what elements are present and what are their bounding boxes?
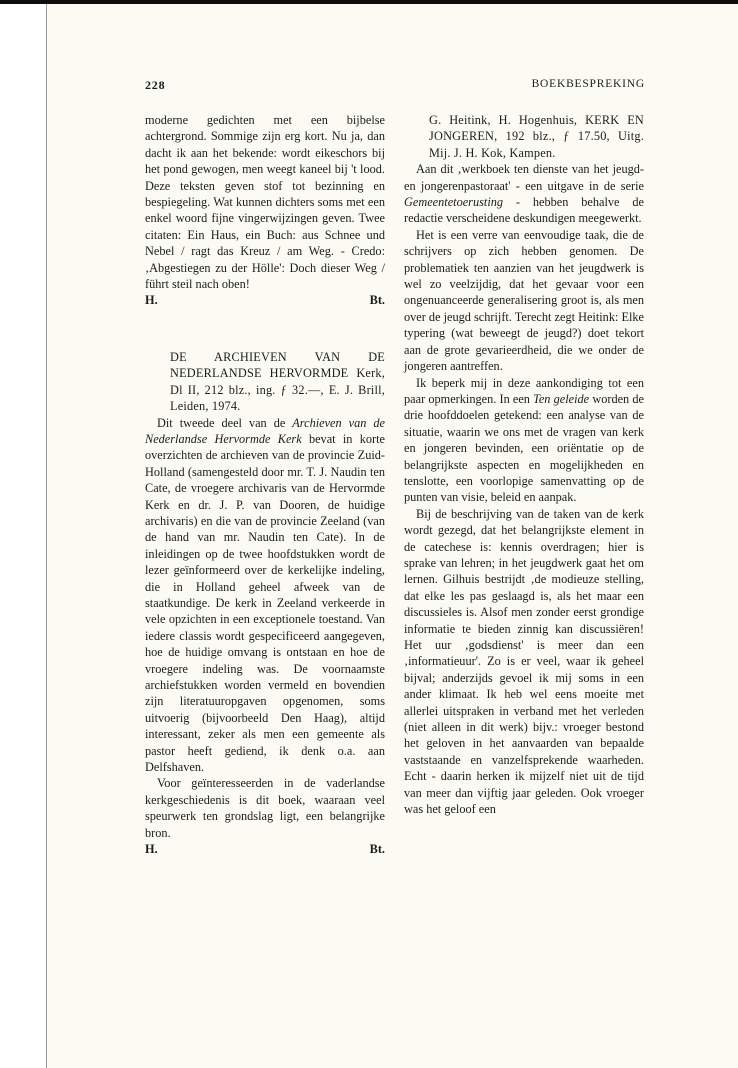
section-title: BOEKBESPREKING (531, 78, 645, 90)
review-signature (145, 292, 385, 308)
right-column (404, 112, 644, 817)
review-paragraph: Voor geïnteresseerden in de vaderlandse kerkgeschiedenis is dit boek, waaraan veel speurwerk ten grondslag ligt, een belangrijke bron. (145, 776, 385, 840)
book-title: Archieven van de Nederlandse Hervormde Kerk (145, 415, 385, 446)
signature-name: Bt. (369, 293, 385, 308)
review-heading-archieven: DE ARCHIEVEN VAN DE NEDERLANDSE HERVORMDE Kerk, Dl II, 212 blz., ing. ƒ 32.—, E. J. Brill, Leiden, 1974. (170, 349, 385, 414)
review-paragraph: Dit tweede deel van de Archieven van de Nederlandse Hervormde Kerk bevat in korte overzichten de archieven van de provincie Zuid-Holland (samengesteld door mr. T. J. Naudin ten Cate, de vroegere archivaris van de Hervormde Kerk en dr. J. P. van Dooren, de huidige archivaris) en die van de provincie Zeeland (van de hand van mr. Naudin ten Cate). In de inleidingen op de twee hoofdstukken wordt de lezer geïnformeerd over de kerkelijke indeling, die in Holland geheel afweek van de staatkundige. De kerk in Zeeland verkeerde in vele opzichten in een exceptionele toestand. Van iedere classis wordt gespecificeerd aangegeven, hoe de huidige omvang is ontstaan en hoe de vroegere indeling was. De voornaamste archiefstukken worden vermeld en bovendien zijn literatuuropgaven opgenomen, soms uitvoerig (bijvoorbeeld Den Haag), altijd interessant, zeker als men een gemeente als pastor heeft gediend, ik denk o.a. aan Delfshaven. (145, 415, 385, 775)
section-ref-title: Ten geleide (533, 391, 590, 406)
review-paragraph: Aan dit ‚werkboek ten dienste van het jeugd- en jongerenpastoraat' - een uitgave in de serie Gemeentetoerusting - hebben behalve de redactie verscheidene deskundigen meegewerkt. (404, 162, 644, 226)
review-paragraph: Ik beperk mij in deze aankondiging tot een paar opmerkingen. In een Ten geleide worden de drie hoofddoelen getekend: een analyse van de situatie, waarin we ons met de vragen van kerk en jongeren bevinden, een oriëntatie op de belangrijkste aspecten en mogelijkheden en tenslotte, een voorlopige samenvatting op de punten van visie, beleid en aanpak. (404, 375, 644, 505)
running-head (145, 78, 645, 98)
series-title: Gemeentetoerusting (404, 195, 504, 210)
review-paragraph: Het is een verre van eenvoudige taak, die de schrijvers op zich hebben genomen. De problematiek ten aanzien van het jeugdwerk is wel zo veelzijdig, dat het gevaar voor een ongenuanceerde generalisering groot is, als men over de jeugd schrijft. Terecht zegt Heitink: Elke typering (wat beweegt de jeugd?) doet tekort aan de grote gevarieerdheid, die we onder de jongeren aantreffen. (404, 227, 644, 374)
review-paragraph: Bij de beschrijving van de taken van de kerk wordt gezegd, dat het belangrijkste element in de catechese is: kennis overdragen; hier is sprake van lehren; in het jeugdwerk gaat het om lernen. Gilhuis bestrijdt ‚de modieuze stelling, dat elke les pas geslaagd is, als het maar een discussieles is. Alsof men zonder eerst grondige informatie te bieden zinnig kan discussiëren! Het uur ‚godsdienst' is meer dan een ‚informatieuur'. Zo is er veel, waar ik geheel bijval; anderzijds gevoel ik mij soms in een ander klimaat. Ik heb wel eens moeite met allerlei uitspraken in verband met het verleden (niet alleen in dit werk) bijv.: vroeger bestond het geloven in het aanvaarden van bepaalde vaststaande en vanzelfsprekende waarheden. Echt - daarin herken ik mijzelf niet uit de tijd van meer dan vijftig jaar geleden. Ook vroeger was het geloof een (404, 506, 644, 817)
review-heading-kerk-en-jongeren: G. Heitink, H. Hogenhuis, KERK EN JONGEREN, 192 blz., ƒ 17.50, Uitg. Mij. J. H. Kok, Kampen. (429, 113, 644, 160)
review-continuation-paragraph: moderne gedichten met een bijbelse achtergrond. Sommige zijn erg kort. Nu ja, dan dacht ik aan het bekende: wordt eikeschors bij het pond gewogen, men weegt kaneel bij 't lood. Deze teksten geven stof tot bezinning en bespiegeling. Wat kunnen dichters soms met een enkel woord fijne vingerwijzingen geven. Twee citaten: Ein Haus, ein Buch: aus Schnee und Nebel / ragt das Kreuz / am Weg. - Credo: ‚Abgestiegen zu der Hölle': Doch dieser Weg / führt steil nach oben! (145, 113, 385, 292)
review-signature (145, 841, 385, 857)
signature-name: Bt. (369, 842, 385, 857)
signature-initial: H. (145, 842, 158, 857)
signature-initial: H. (145, 293, 158, 308)
left-column (145, 112, 385, 857)
page-number: 228 (145, 78, 166, 92)
